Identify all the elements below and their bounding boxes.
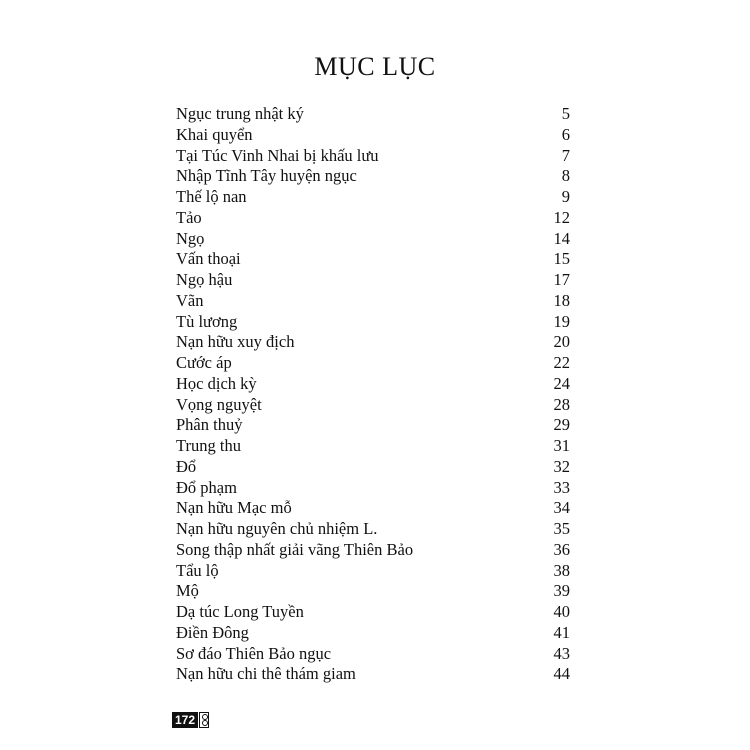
toc-entry-title: Tại Túc Vinh Nhai bị khấu lưu bbox=[176, 145, 379, 165]
toc-entry bbox=[176, 249, 570, 270]
toc-entry bbox=[176, 623, 570, 644]
toc-entry bbox=[176, 561, 570, 582]
toc-entry-title: Nạn hữu Mạc mỗ bbox=[176, 498, 292, 518]
toc-entry bbox=[176, 353, 570, 374]
toc-entry-page-number: 32 bbox=[553, 456, 570, 476]
toc-entry bbox=[176, 146, 570, 167]
toc-entry-page-number: 33 bbox=[553, 477, 570, 497]
toc-entry-page-number: 39 bbox=[553, 581, 570, 601]
toc-entry-title: Ngọ bbox=[176, 228, 205, 248]
toc-entry-title: Nạn hữu xuy địch bbox=[176, 332, 295, 352]
toc-entry bbox=[176, 104, 570, 125]
toc-entry-title: Dạ túc Long Tuyền bbox=[176, 602, 304, 621]
toc-entry bbox=[176, 166, 570, 187]
toc-entry-page-number: 20 bbox=[553, 332, 570, 352]
toc-entry bbox=[176, 540, 570, 561]
toc-entry-title: Trung thu bbox=[176, 436, 241, 455]
toc-entry-page-number: 41 bbox=[553, 622, 570, 642]
toc-entry bbox=[176, 291, 570, 312]
toc-entry-page-number: 19 bbox=[553, 311, 570, 331]
toc-entry-title: Sơ đáo Thiên Bảo ngục bbox=[176, 643, 332, 663]
toc-entry-page-number: 14 bbox=[553, 228, 570, 248]
toc-entry-page-number: 35 bbox=[553, 519, 570, 538]
toc-entry bbox=[176, 602, 570, 623]
toc-entry bbox=[176, 312, 570, 333]
toc-entry-page-number: 7 bbox=[561, 145, 570, 165]
toc-entry-title: Tảo bbox=[176, 207, 202, 227]
toc-entry bbox=[176, 644, 570, 665]
page-number: 172 bbox=[172, 712, 198, 728]
toc-entry-page-number: 17 bbox=[553, 270, 570, 289]
page-title: MỤC LỤC bbox=[314, 52, 436, 81]
toc-entry bbox=[176, 374, 570, 395]
toc-entry bbox=[176, 581, 570, 602]
toc-entry bbox=[176, 208, 570, 229]
toc-entry bbox=[176, 229, 570, 250]
toc-entry-title: Đổ phạm bbox=[176, 477, 237, 497]
toc-entry-title: Nạn hữu chi thê thám giam bbox=[176, 664, 356, 684]
table-of-contents bbox=[176, 104, 570, 685]
toc-entry bbox=[176, 415, 570, 436]
toc-entry-title: Vãn bbox=[176, 290, 204, 310]
toc-entry-title: Vọng nguyệt bbox=[176, 394, 262, 414]
toc-entry-page-number: 12 bbox=[553, 207, 570, 227]
toc-entry-title: Điền Đông bbox=[176, 622, 249, 642]
toc-entry-title: Nạn hữu nguyên chủ nhiệm L. bbox=[176, 519, 378, 538]
toc-entry-page-number: 28 bbox=[553, 394, 570, 414]
toc-entry-title: Khai quyển bbox=[176, 124, 253, 144]
toc-entry bbox=[176, 332, 570, 353]
toc-entry-page-number: 18 bbox=[553, 290, 570, 310]
toc-entry-title: Nhập Tĩnh Tây huyện ngục bbox=[176, 166, 357, 186]
toc-entry-page-number: 40 bbox=[553, 602, 570, 621]
toc-entry bbox=[176, 519, 570, 540]
toc-entry bbox=[176, 395, 570, 416]
toc-entry bbox=[176, 478, 570, 499]
toc-entry-title: Tù lương bbox=[176, 311, 238, 331]
toc-entry-page-number: 34 bbox=[553, 498, 570, 518]
toc-entry-title: Vấn thoại bbox=[176, 249, 241, 269]
toc-entry-title: Đổ bbox=[176, 456, 197, 476]
toc-entry bbox=[176, 125, 570, 146]
toc-entry-title: Ngọ hậu bbox=[176, 270, 233, 289]
toc-entry-page-number: 9 bbox=[561, 187, 570, 206]
toc-entry-title: Tẩu lộ bbox=[176, 560, 219, 580]
toc-entry-page-number: 5 bbox=[561, 104, 570, 123]
toc-entry-page-number: 24 bbox=[553, 373, 570, 393]
toc-entry-title: Song thập nhất giải vãng Thiên Bảo bbox=[176, 539, 414, 559]
toc-entry bbox=[176, 457, 570, 478]
toc-entry-page-number: 38 bbox=[553, 560, 570, 580]
page-number-footer bbox=[172, 712, 209, 728]
toc-entry-page-number: 15 bbox=[553, 249, 570, 269]
toc-entry-title: Ngục trung nhật ký bbox=[176, 104, 304, 123]
toc-entry-title: Học dịch kỳ bbox=[176, 373, 257, 393]
toc-entry bbox=[176, 664, 570, 685]
toc-entry bbox=[176, 270, 570, 291]
page-ornament-icon bbox=[199, 712, 209, 728]
toc-entry-title: Mộ bbox=[176, 581, 199, 601]
toc-entry-page-number: 29 bbox=[553, 415, 570, 435]
toc-entry-title: Cước áp bbox=[176, 353, 232, 372]
toc-entry-page-number: 44 bbox=[553, 664, 570, 684]
toc-entry-page-number: 43 bbox=[553, 643, 570, 663]
toc-entry-page-number: 8 bbox=[561, 166, 570, 186]
toc-entry-title: Thế lộ nan bbox=[176, 187, 247, 206]
toc-entry bbox=[176, 436, 570, 457]
toc-entry-title: Phân thuỷ bbox=[176, 415, 243, 435]
toc-entry-page-number: 36 bbox=[553, 539, 570, 559]
toc-entry-page-number: 31 bbox=[553, 436, 570, 455]
toc-entry bbox=[176, 498, 570, 519]
toc-entry-page-number: 6 bbox=[561, 124, 570, 144]
toc-entry-page-number: 22 bbox=[553, 353, 570, 372]
toc-entry bbox=[176, 187, 570, 208]
